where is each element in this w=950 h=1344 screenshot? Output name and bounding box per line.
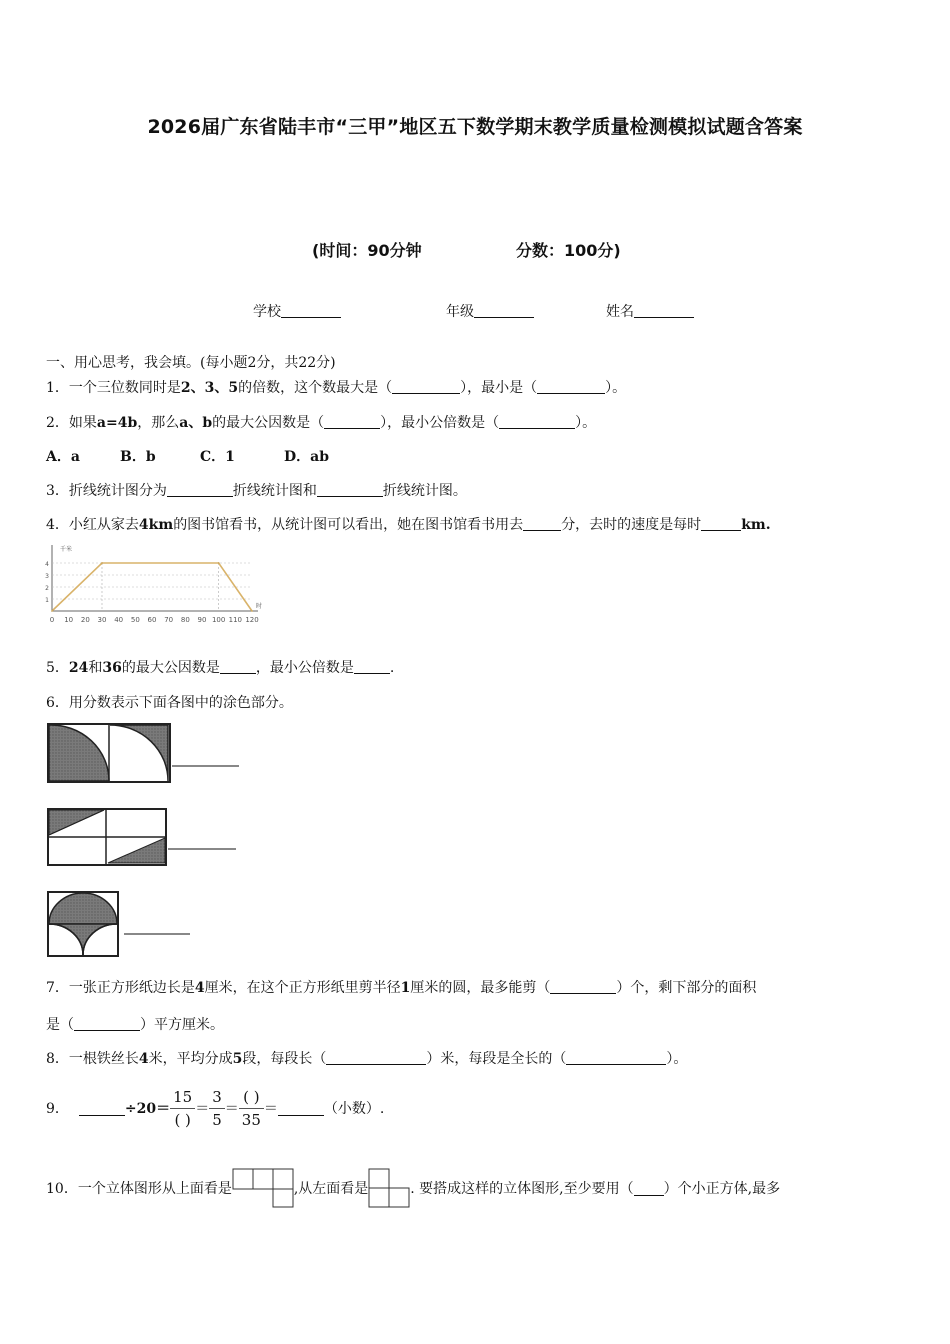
q9-number: 9． — [46, 1101, 69, 1117]
q2-option-c[interactable]: C．1 — [200, 449, 235, 465]
q8-answer-blank-1[interactable] — [326, 1050, 426, 1065]
q2-text: 的最大公因数是（ — [212, 415, 325, 431]
grade-field — [446, 301, 534, 321]
x-tick-label: 40 — [114, 616, 124, 624]
q7-number: 7． — [46, 980, 69, 996]
y-tick-label: 2 — [45, 585, 49, 592]
school-blank[interactable] — [281, 303, 341, 318]
q6-text: 用分数表示下面各图中的涂色部分。 — [68, 695, 293, 711]
left-view-diagram — [368, 1168, 410, 1208]
q9-frac2-top: 3 — [212, 1087, 222, 1106]
x-tick-label: 10 — [64, 616, 74, 624]
q3-text: 折线统计图分为 — [68, 483, 167, 499]
question-6 — [46, 692, 293, 712]
q4-answer-blank-1[interactable] — [523, 516, 561, 531]
q4-text: 小红从家去 — [68, 517, 139, 533]
q1-text: ）。 — [605, 380, 627, 396]
q4-text: 分，去时的速度是每时 — [561, 517, 702, 533]
y-tick-label: 4 — [45, 561, 49, 568]
section-1-heading: 一、用心思考，我会填。(每小题2分，共22分) — [46, 355, 336, 371]
question-4 — [46, 514, 771, 534]
q5-answer-blank-1[interactable] — [220, 659, 256, 674]
question-1 — [46, 377, 626, 397]
question-5 — [46, 657, 394, 677]
q1-number: 1． — [46, 380, 69, 396]
q5-number: 5． — [46, 660, 69, 676]
question-8 — [46, 1048, 687, 1068]
q2-option-d[interactable]: D．ab — [284, 449, 330, 465]
x-tick-label: 80 — [180, 616, 190, 624]
q3-answer-blank-1[interactable] — [167, 482, 233, 497]
q9-fraction-3 — [239, 1088, 264, 1129]
q8-text: 段，每段长（ — [242, 1051, 327, 1067]
q9-text: ＝ — [263, 1101, 278, 1117]
y-tick-label: 1 — [45, 597, 49, 604]
q10-answer-blank[interactable] — [634, 1181, 664, 1196]
q7-text: ）个，剩下部分的面积 — [616, 980, 757, 996]
x-tick-label: 120 — [245, 616, 259, 624]
q9-text: ＝ — [195, 1101, 210, 1117]
q8-text: ）米，每段是全长的（ — [426, 1051, 567, 1067]
q4-text: km. — [741, 517, 771, 533]
q1-text: 的倍数，这个数最大是（ — [238, 380, 393, 396]
data-point — [251, 610, 253, 612]
x-tick-label: 0 — [49, 616, 55, 624]
q2-option-b[interactable]: B．b — [120, 449, 156, 465]
q5-answer-blank-2[interactable] — [354, 659, 390, 674]
x-tick-label: 60 — [147, 616, 157, 624]
x-tick-label: 50 — [130, 616, 140, 624]
data-point — [101, 562, 103, 564]
exam-score: 分数：100分) — [516, 241, 621, 260]
q4-line-chart — [44, 543, 264, 629]
page-title: 2026届广东省陆丰市“三甲”地区五下数学期末教学质量检测模拟试题含答案 — [147, 116, 803, 138]
x-axis-label: 时 — [256, 603, 263, 610]
name-label: 姓名 — [606, 304, 634, 320]
q7-answer-blank-2[interactable] — [74, 1016, 140, 1031]
q10-text: 一个立体图形从上面看是 — [77, 1181, 232, 1197]
name-blank[interactable] — [634, 303, 694, 318]
q9-text: ÷20＝ — [124, 1101, 171, 1117]
x-tick-label: 70 — [164, 616, 174, 624]
q6-figure-3 — [46, 890, 196, 958]
q2-text: ，那么 — [137, 415, 180, 431]
q10-text: ,从左面看是 — [293, 1181, 369, 1197]
q9-text: （小数）. — [323, 1101, 385, 1117]
q9-text: ＝ — [224, 1101, 239, 1117]
q2-text: ）。 — [575, 415, 597, 431]
school-field — [253, 301, 341, 321]
question-9 — [46, 1080, 384, 1136]
school-label: 学校 — [253, 304, 281, 320]
q8-text: 米，平均分成 — [148, 1051, 233, 1067]
data-point — [51, 610, 53, 612]
q1-text: 2、3、5 — [180, 380, 239, 396]
grade-blank[interactable] — [474, 303, 534, 318]
q9-frac3-bottom: 35 — [241, 1110, 261, 1129]
q5-text: 和 — [88, 660, 103, 676]
question-7-cont — [46, 1014, 224, 1034]
data-point — [218, 562, 220, 564]
q4-chart-svg — [44, 543, 264, 629]
q5-text: ，最小公倍数是 — [255, 660, 354, 676]
q5-text: 的最大公因数是 — [121, 660, 220, 676]
q8-number: 8． — [46, 1051, 69, 1067]
q5-text: 36 — [102, 660, 122, 676]
grade-label: 年级 — [446, 304, 474, 320]
q8-text: 一根铁丝长 — [68, 1051, 139, 1067]
q2-option-a[interactable]: A．a — [46, 449, 80, 465]
q10-number: 10． — [46, 1181, 78, 1197]
q9-frac1-top: 15 — [173, 1087, 193, 1106]
q3-text: 折线统计图。 — [382, 483, 467, 499]
q7-text: 一张正方形纸边长是 — [68, 980, 195, 996]
q9-fraction-2 — [209, 1088, 225, 1129]
q1-answer-blank-2[interactable] — [537, 379, 605, 394]
y-axis-label: 千米 — [60, 546, 73, 553]
q7-text: 4 — [194, 980, 205, 996]
q5-text: 24 — [68, 660, 89, 676]
q8-text: 4 — [138, 1051, 149, 1067]
q7-text: 厘米的圆，最多能剪（ — [410, 980, 551, 996]
top-view-diagram — [232, 1168, 294, 1208]
name-field — [606, 301, 694, 321]
q7-answer-blank-1[interactable] — [550, 979, 616, 994]
q3-text: 折线统计图和 — [232, 483, 317, 499]
q2-answer-blank-2[interactable] — [499, 414, 575, 429]
question-3 — [46, 480, 467, 500]
q1-answer-blank-1[interactable] — [392, 379, 460, 394]
q5-text: . — [389, 660, 395, 676]
q2-text: a、b — [179, 415, 213, 431]
q2-text: ），最小公倍数是（ — [380, 415, 500, 431]
q3-number: 3． — [46, 483, 69, 499]
x-tick-label: 90 — [197, 616, 207, 624]
q9-answer-blank-2[interactable] — [278, 1101, 324, 1116]
q1-text: ），最小是（ — [460, 380, 538, 396]
q2-text: 如果 — [68, 415, 97, 431]
q10-text: ）个小正方体,最多 — [663, 1181, 781, 1197]
q9-frac2-bottom: 5 — [212, 1110, 222, 1129]
q7-text: 厘米，在这个正方形纸里剪半径 — [204, 980, 401, 996]
q9-fraction-1 — [170, 1088, 195, 1129]
x-tick-label: 30 — [97, 616, 107, 624]
x-tick-label: 110 — [228, 616, 243, 624]
q7-text: 1 — [400, 980, 411, 996]
question-7 — [46, 977, 756, 997]
q7-text: ）平方厘米。 — [140, 1017, 224, 1033]
y-tick-label: 3 — [45, 573, 49, 580]
q6-number: 6． — [46, 695, 69, 711]
q4-text: 4km — [138, 517, 174, 533]
q9-frac3-top[interactable]: ( ) — [243, 1087, 260, 1106]
q6-figure-2 — [46, 807, 246, 867]
q3-answer-blank-2[interactable] — [317, 482, 383, 497]
q9-frac1-bottom[interactable]: ( ) — [174, 1110, 191, 1129]
q6-figure-1 — [46, 722, 246, 784]
q9-answer-blank-1[interactable] — [79, 1101, 125, 1116]
question-10 — [46, 1168, 780, 1208]
q7-text: 是（ — [46, 1017, 74, 1033]
question-2 — [46, 412, 596, 432]
x-tick-label: 100 — [211, 616, 226, 624]
q8-answer-blank-2[interactable] — [566, 1050, 666, 1065]
q4-text: 的图书馆看书，从统计图可以看出，她在图书馆看书用去 — [173, 517, 524, 533]
q2-number: 2． — [46, 415, 69, 431]
q10-text: . 要搭成这样的立体图形,至少要用（ — [410, 1181, 634, 1197]
q8-text: 5 — [232, 1051, 243, 1067]
exam-time: (时间：90分钟 — [312, 241, 422, 260]
q1-text: 一个三位数同时是 — [68, 380, 181, 396]
x-tick-label: 20 — [80, 616, 90, 624]
q2-answer-blank-1[interactable] — [324, 414, 380, 429]
q8-text: ）。 — [666, 1051, 688, 1067]
q2-text: a=4b — [96, 415, 138, 431]
q4-number: 4． — [46, 517, 69, 533]
q4-answer-blank-2[interactable] — [701, 516, 741, 531]
